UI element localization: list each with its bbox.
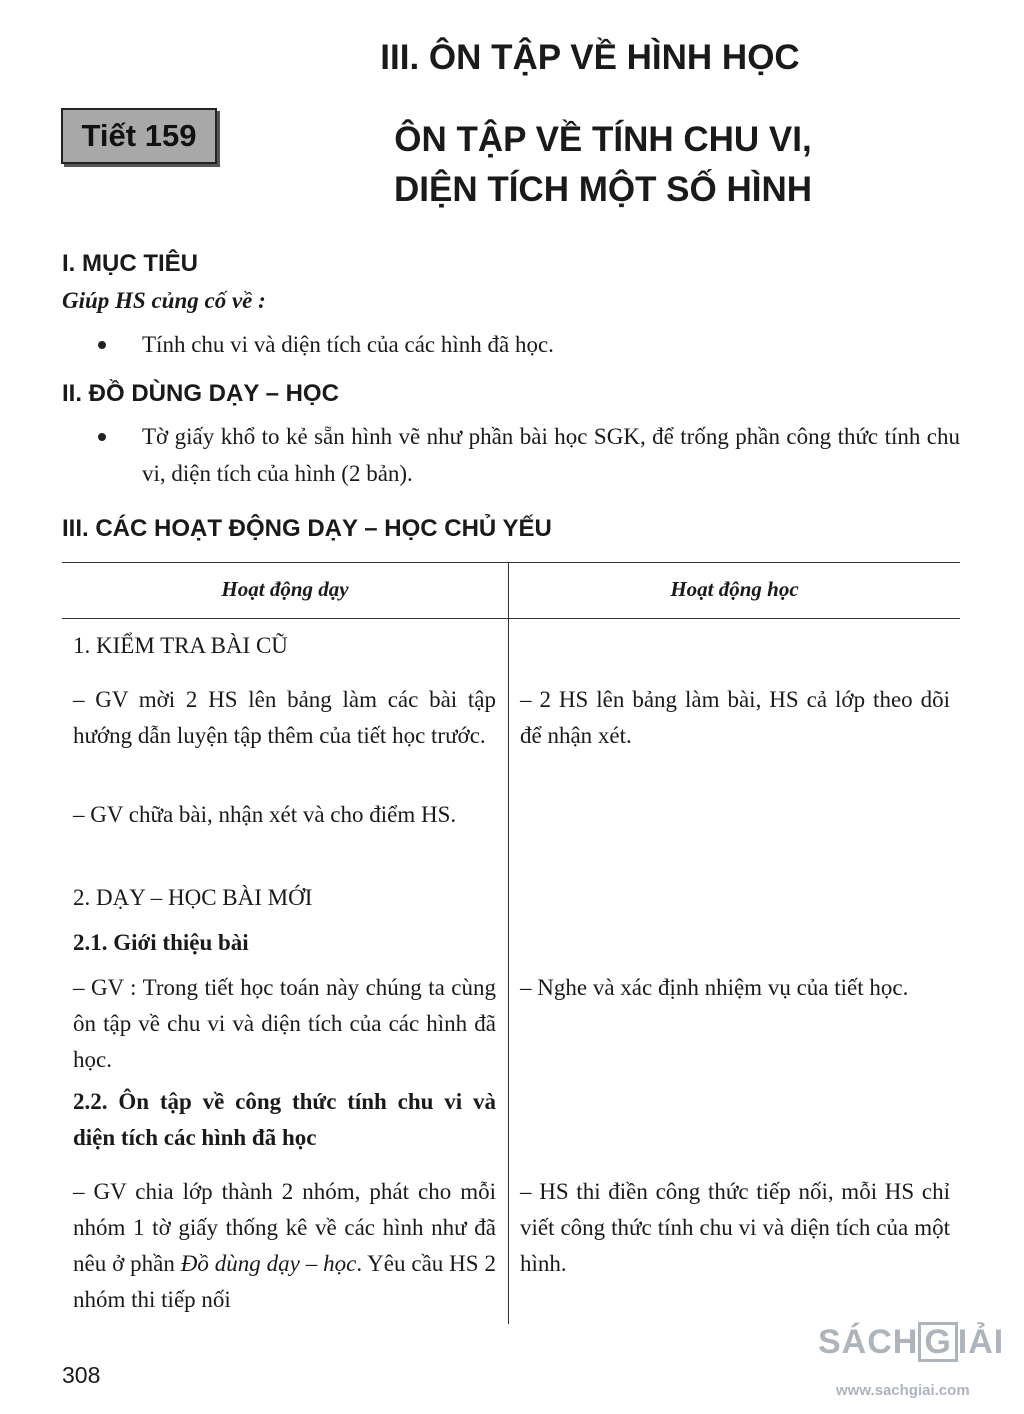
teaching-subheading: 2.2. Ôn tập về công thức tính chu vi và diện tích các hình đã học xyxy=(73,1089,496,1150)
bullet-icon xyxy=(98,341,106,349)
materials-bullet: Tờ giấy khổ to kẻ sẵn hình vẽ như phần bài học SGK, để trống phần công thức tính chu vi, diện tích của hình (2 bản). xyxy=(142,424,960,486)
objectives-bullet: Tính chu vi và diện tích của các hình đã học. xyxy=(142,332,554,357)
section-heading-activities: III. CÁC HOẠT ĐỘNG DẠY – HỌC CHỦ YẾU xyxy=(62,515,552,542)
column-header-learning: Hoạt động học xyxy=(670,577,799,601)
section-heading-materials: II. ĐỒ DÙNG DẠY – HỌC xyxy=(62,380,339,407)
teaching-paragraph: – GV : Trong tiết học toán này chúng ta cùng ôn tập về chu vi và diện tích của các hình đã học. xyxy=(73,975,496,1072)
teaching-paragraph: – GV chia lớp thành 2 nhóm, phát cho mỗi nhóm 1 tờ giấy thống kê về các hình như đã nêu ở phần Đồ dùng dạy – học. Yêu cầu HS 2 nhóm thi tiếp nối xyxy=(73,1179,496,1312)
section-heading-objectives: I. MỤC TIÊU xyxy=(62,250,198,277)
table-top-border xyxy=(62,562,960,563)
learning-paragraph: – Nghe và xác định nhiệm vụ của tiết học. xyxy=(520,975,909,1000)
lesson-title-line-2: DIỆN TÍCH MỘT SỐ HÌNH xyxy=(393,170,813,209)
teaching-paragraph: – GV chữa bài, nhận xét và cho điểm HS. xyxy=(73,802,457,827)
bullet-icon xyxy=(98,433,106,441)
watermark xyxy=(818,1322,1018,1402)
teaching-step-heading: 1. KIỂM TRA BÀI CŨ xyxy=(73,633,288,658)
learning-paragraph: – HS thi điền công thức tiếp nối, mỗi HS chỉ viết công thức tính chu vi và diện tích của một hình. xyxy=(520,1179,950,1276)
lesson-title-line-1: ÔN TẬP VỀ TÍNH CHU VI, xyxy=(394,120,812,159)
column-header-teaching: Hoạt động dạy xyxy=(221,577,349,601)
teaching-subheading: 2.1. Giới thiệu bài xyxy=(73,930,249,955)
learning-paragraph: – 2 HS lên bảng làm bài, HS cả lớp theo dõi để nhận xét. xyxy=(520,687,950,748)
teaching-step-heading: 2. DẠY – HỌC BÀI MỚI xyxy=(73,885,313,910)
lesson-number-badge: Tiết 159 xyxy=(61,108,217,164)
activities-table xyxy=(62,562,960,1324)
objectives-intro: Giúp HS củng cố về : xyxy=(62,288,266,313)
page-number: 308 xyxy=(62,1362,101,1388)
watermark-logo: SÁCH G IẢI xyxy=(818,1323,1005,1361)
table-header-divider xyxy=(62,618,960,619)
chapter-title: III. ÔN TẬP VỀ HÌNH HỌC xyxy=(380,38,800,77)
watermark-url: www.sachgiai.com xyxy=(836,1382,970,1399)
table-column-divider xyxy=(508,562,509,1324)
teaching-paragraph: – GV mời 2 HS lên bảng làm các bài tập hướng dẫn luyện tập thêm của tiết học trước. xyxy=(73,687,496,748)
